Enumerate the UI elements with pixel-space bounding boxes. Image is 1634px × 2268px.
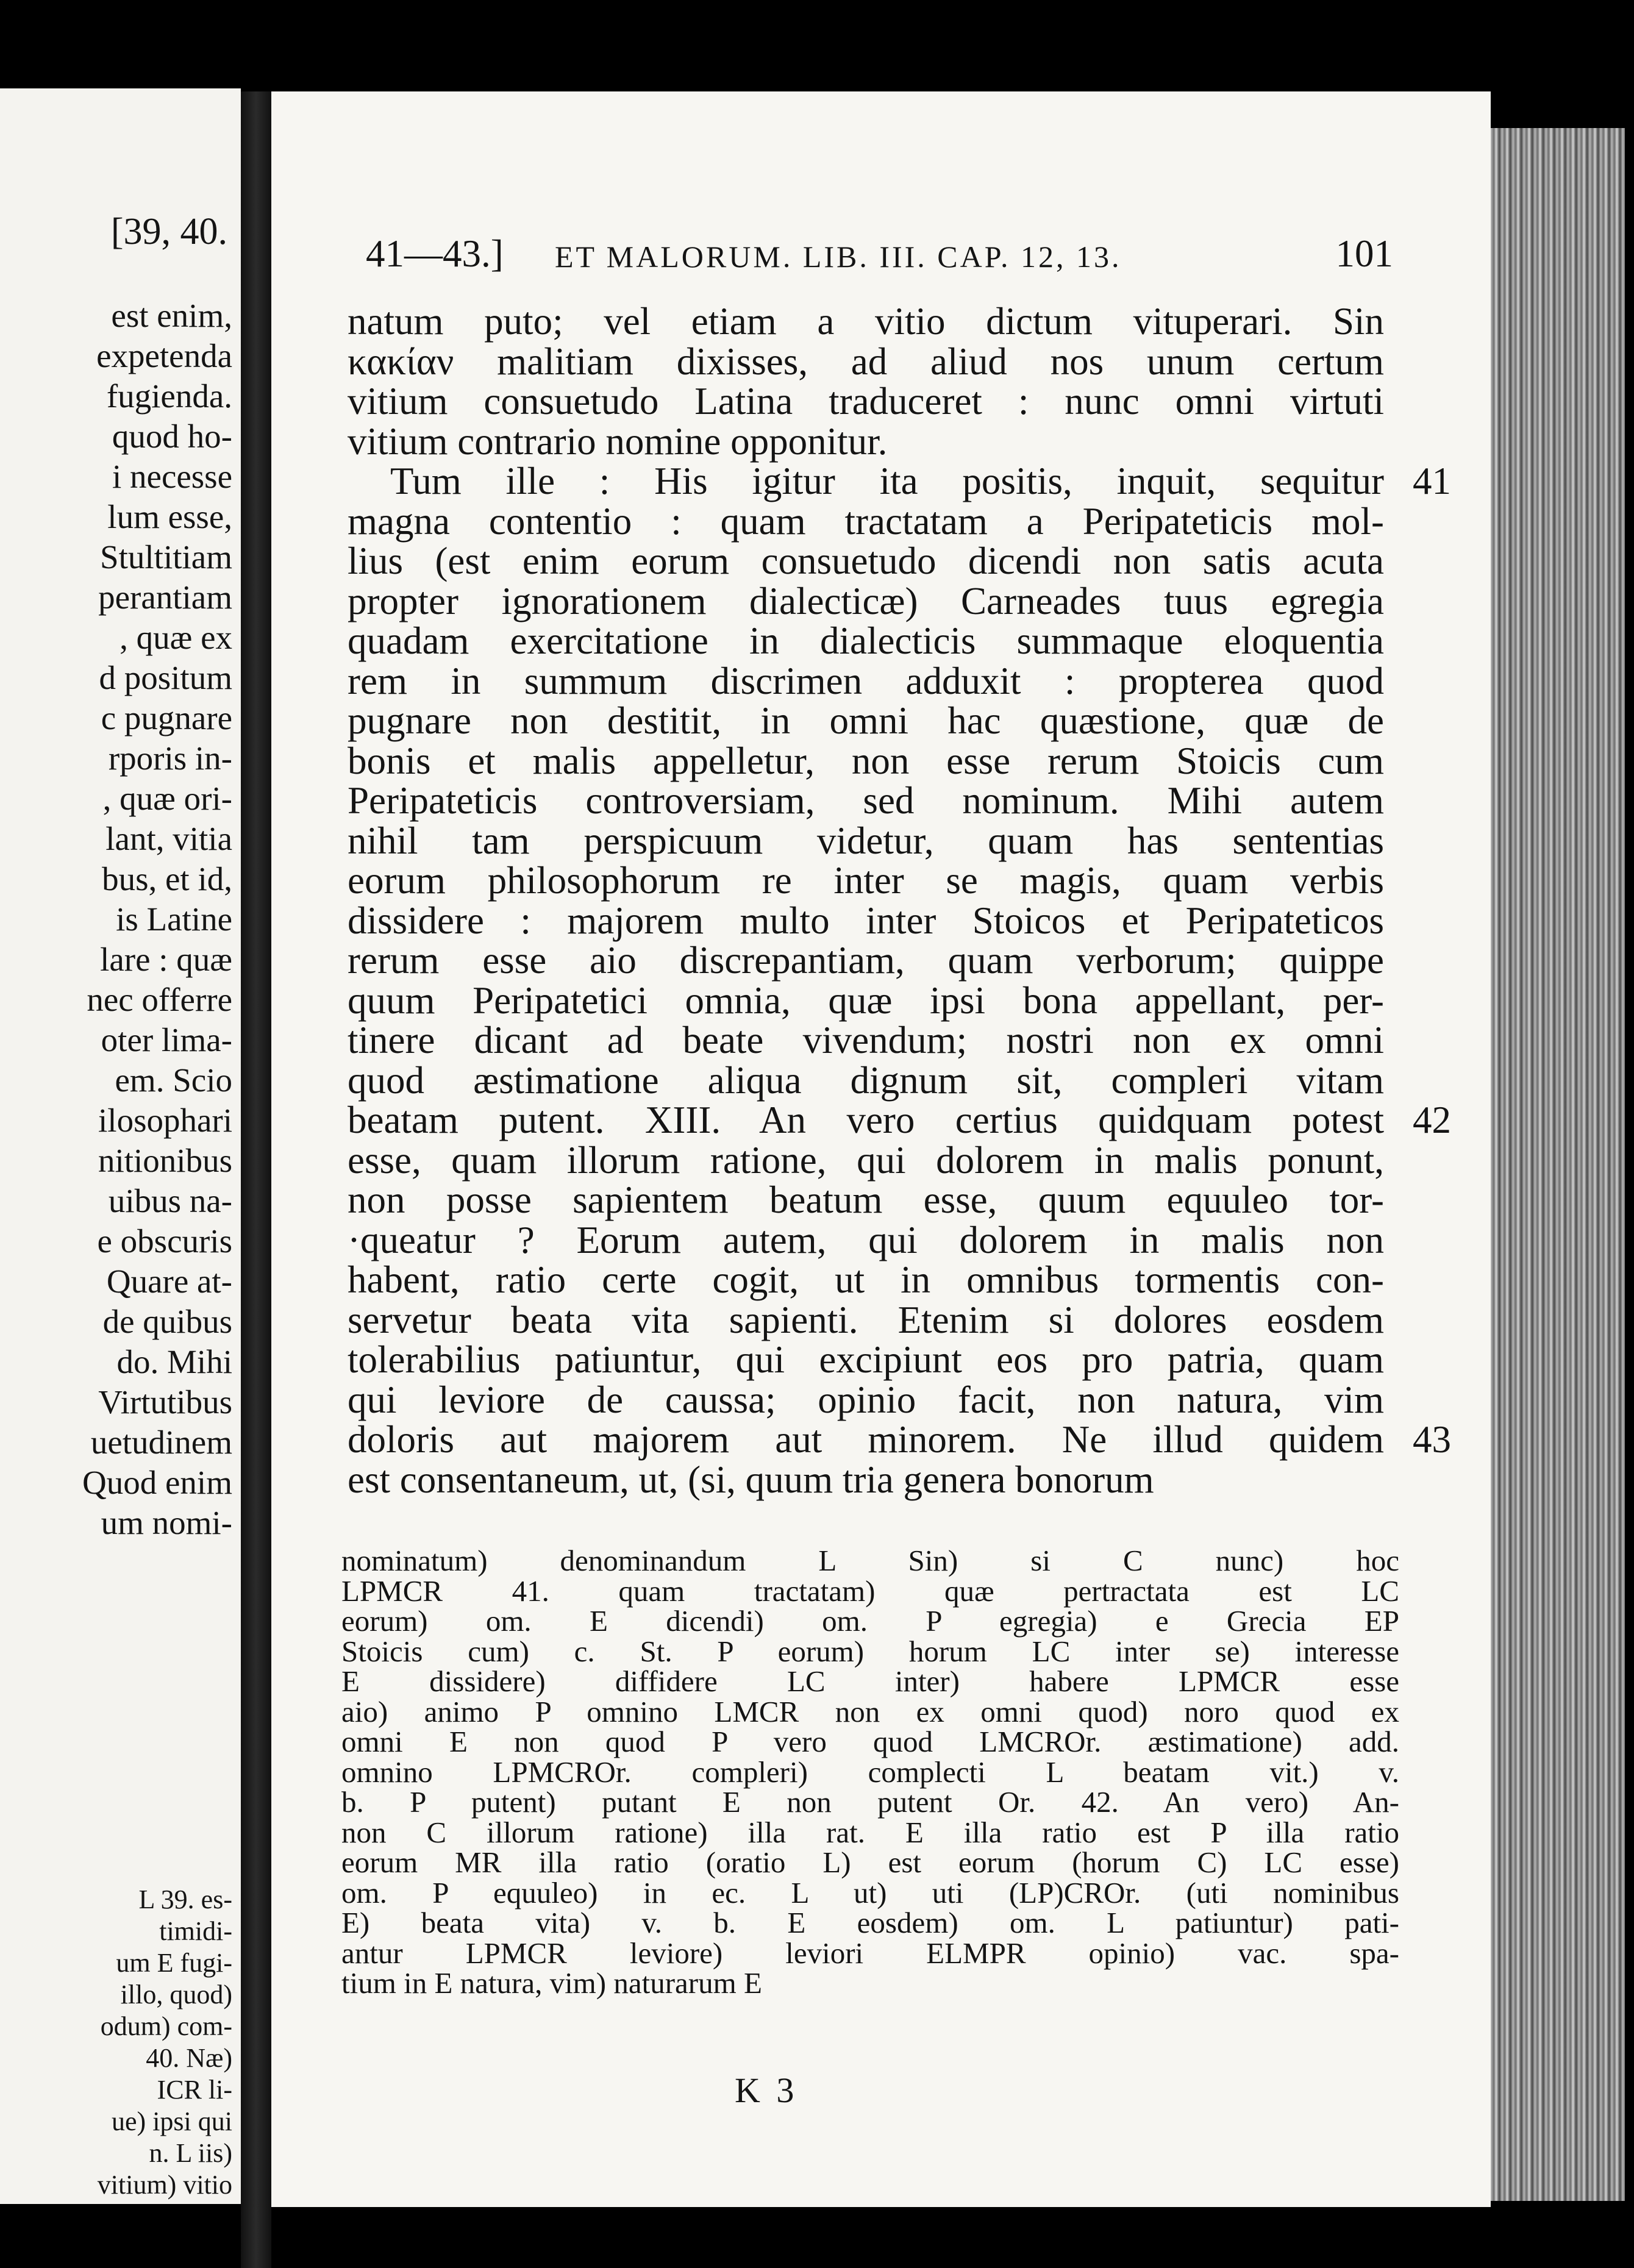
line-text: bonis et malis appelletur, non esse rerum Stoicis cum xyxy=(348,739,1384,782)
text-line xyxy=(348,382,1384,422)
note-line: timidi- xyxy=(159,1916,232,1946)
note-line: E dissidere) diffidere LC inter) habere LPMCR esse xyxy=(341,1664,1399,1698)
running-head xyxy=(366,232,1393,280)
line-text: vitium consuetudo Latina traduceret : nunc omni virtuti xyxy=(348,380,1384,423)
text-line xyxy=(348,981,1384,1021)
text-line xyxy=(348,579,1384,622)
text-line: i necesse xyxy=(112,458,232,495)
note-line: vitium) vitio xyxy=(97,2170,232,2200)
line-text: natum puto; vel etiam a vitio dictum vituperari. Sin xyxy=(348,300,1384,343)
note-line: ue) ipsi qui xyxy=(112,2106,232,2136)
line-text: est consentaneum, ut, (si, quum tria genera bonorum xyxy=(348,1458,1154,1501)
text-line: d positum xyxy=(99,659,232,696)
text-line: do. Mihi xyxy=(116,1343,232,1380)
text-line: oter lima- xyxy=(101,1021,232,1058)
line-text: qui leviore de caussa; opinio facit, non natura, vim xyxy=(348,1378,1384,1421)
line-text: dissidere : majorem multo inter Stoicos et Peripateticos xyxy=(348,899,1384,942)
section-number: 41 xyxy=(1413,460,1451,502)
text-line: is Latine xyxy=(116,900,232,938)
text-line xyxy=(348,781,1384,821)
note-line: LPMCR 41. quam tractatam) quæ pertractata est LC xyxy=(341,1574,1399,1608)
text-line: Quod enim xyxy=(82,1464,232,1501)
text-line xyxy=(348,1218,1384,1261)
line-text: vitium contrario nomine opponitur. xyxy=(348,419,888,463)
note-line: eorum MR illa ratio (oratio L) est eorum (horum C) LC esse) xyxy=(341,1845,1399,1879)
note-line: b. P putent) putant E non putent Or. 42. An vero) An- xyxy=(341,1785,1399,1819)
text-line xyxy=(348,1260,1384,1300)
note-line: omnino LPMCROr. compleri) complecti L beatam vit.) v. xyxy=(341,1755,1399,1789)
text-line: uetudinem xyxy=(90,1424,232,1461)
line-text: rerum esse aio discrepantiam, quam verborum; quippe xyxy=(348,939,1384,982)
signature-mark: K 3 xyxy=(735,2070,798,2110)
text-line: uibus na- xyxy=(108,1182,232,1219)
line-text: rem in summum discrimen adduxit : propterea quod xyxy=(348,659,1384,702)
note-line: ICR li- xyxy=(157,2075,232,2105)
text-line: Virtutibus xyxy=(98,1383,232,1421)
previous-page-text xyxy=(82,296,232,1543)
text-line xyxy=(348,701,1384,741)
text-line: de quibus xyxy=(102,1303,232,1340)
text-line xyxy=(348,499,1384,543)
text-line: expetenda xyxy=(96,337,232,374)
line-text: magna contentio : quam tractatam a Peripateticis mol- xyxy=(348,499,1384,543)
line-text: beatam putent. XIII. An vero certius quidquam potest xyxy=(348,1099,1384,1141)
text-line xyxy=(348,342,1384,382)
text-line xyxy=(348,661,1384,702)
note-line: aio) animo P omnino LMCR non ex omni quod) noro quod ex xyxy=(341,1694,1399,1728)
line-text: tinere dicant ad beate vivendum; nostri non ex omni xyxy=(348,1019,1384,1061)
text-line xyxy=(348,1340,1384,1380)
text-line: , quæ ex xyxy=(120,619,232,656)
page-number: 101 xyxy=(1335,232,1393,275)
text-line: lant, vitia xyxy=(105,820,232,857)
text-line xyxy=(348,1021,1384,1061)
note-line: E) beata vita) v. b. E eosdem) om. L patiuntur) pati- xyxy=(341,1906,1399,1939)
text-line: ilosophari xyxy=(98,1102,232,1139)
section-number: 43 xyxy=(1413,1418,1451,1461)
text-line xyxy=(348,1300,1384,1341)
text-line xyxy=(348,541,1384,582)
text-line xyxy=(348,901,1384,941)
text-line: fugienda. xyxy=(106,377,232,415)
page-edges xyxy=(1491,128,1625,2201)
line-text: quum Peripatetici omnia, quæ ipsi bona appellant, per- xyxy=(348,979,1384,1022)
text-line: perantiam xyxy=(98,579,232,616)
note-line: um E fugi- xyxy=(116,1948,232,1978)
line-text: propter ignorationem dialecticæ) Carneades tuus egregia xyxy=(348,579,1384,622)
line-text: servetur beata vita sapienti. Etenim si dolores eosdem xyxy=(348,1298,1384,1341)
text-line xyxy=(348,741,1384,782)
note-line: non C illorum ratione) illa rat. E illa ratio est P illa ratio xyxy=(341,1815,1399,1849)
text-line xyxy=(348,460,1451,502)
text-line xyxy=(348,621,1384,661)
text-line xyxy=(348,941,1384,981)
note-line: odum) com- xyxy=(100,2011,232,2041)
line-text: pugnare non destitit, in omni hac quæstione, quæ de xyxy=(348,699,1384,742)
note-line: nominatum) denominandum L Sin) si C nunc) hoc xyxy=(341,1544,1399,1577)
critical-apparatus xyxy=(341,1546,1399,1999)
note-line: illo, quod) xyxy=(120,1980,232,2009)
text-line: , quæ ori- xyxy=(102,780,232,817)
text-line xyxy=(348,1180,1384,1221)
previous-page-notes xyxy=(98,1884,232,2201)
previous-page-header: [39, 40. xyxy=(110,211,227,252)
line-text: Peripateticis controversiam, sed nominum. Mihi autem xyxy=(348,779,1384,822)
note-line: n. L iis) xyxy=(149,2138,232,2168)
main-text xyxy=(348,300,1451,1501)
text-line xyxy=(348,1460,1384,1500)
note-line: antur LPMCR leviore) leviori ELMPR opinio) vac. spa- xyxy=(341,1936,1399,1970)
section-number: 42 xyxy=(1413,1099,1451,1141)
text-line: lare : quæ xyxy=(100,941,232,978)
text-line xyxy=(348,1380,1384,1421)
line-text: esse, quam illorum ratione, qui dolorem in malis ponunt, xyxy=(348,1138,1384,1182)
note-line: om. P equuleo) in ec. L ut) uti (LP)CROr. (uti nominibus xyxy=(341,1875,1399,1910)
text-line xyxy=(348,1099,1451,1141)
running-head-section: 41—43.] xyxy=(366,232,504,275)
line-text: κακίαν malitiam dixisses, ad aliud nos unum certum xyxy=(348,340,1384,383)
text-line: est enim, xyxy=(111,297,232,334)
text-line: nitionibus xyxy=(98,1142,232,1179)
text-line: nec offerre xyxy=(87,981,232,1018)
line-text: quadam exercitatione in dialecticis summaque eloquentia xyxy=(348,619,1384,662)
text-line: um nomi- xyxy=(101,1504,232,1541)
note-line: L 39. es- xyxy=(138,1885,232,1914)
note-line: omni E non quod P vero quod LMCROr. æstimatione) add. xyxy=(341,1725,1399,1758)
text-line: Quare at- xyxy=(106,1263,232,1300)
text-line: rporis in- xyxy=(108,740,232,777)
previous-page xyxy=(0,88,241,2204)
running-head-title: ET MALORUM. LIB. III. CAP. 12, 13. xyxy=(555,240,1122,274)
top-shadow xyxy=(241,0,1634,91)
text-line xyxy=(348,302,1384,342)
line-text: lius (est enim eorum consuetudo dicendi non satis acuta xyxy=(348,540,1384,582)
line-text: Tum ille : His igitur ita positis, inquit, sequitur xyxy=(390,460,1384,502)
text-line xyxy=(348,419,1384,463)
note-line: tium in E natura, vim) naturarum E xyxy=(341,1966,762,2000)
text-line: c pugnare xyxy=(101,699,232,736)
line-text: non posse sapientem beatum esse, quum equuleo tor- xyxy=(348,1179,1384,1221)
text-line xyxy=(348,1418,1451,1461)
line-text: eorum philosophorum re inter se magis, quam verbis xyxy=(348,859,1384,902)
text-line: em. Scio xyxy=(115,1061,232,1099)
note-line: 40. Næ) xyxy=(146,2043,232,2073)
text-line: lum esse, xyxy=(107,498,232,535)
note-line: Stoicis cum) c. St. P eorum) horum LC inter se) interesse xyxy=(341,1634,1399,1668)
text-line xyxy=(348,821,1384,861)
note-line: eorum) om. E dicendi) om. P egregia) e Grecia EP xyxy=(341,1604,1399,1638)
line-text: quod æstimatione aliqua dignum sit, compleri vitam xyxy=(348,1058,1384,1102)
line-text: nihil tam perspicuum videtur, quam has sententias xyxy=(348,819,1384,862)
line-text: habent, ratio certe cogit, ut in omnibus tormentis con- xyxy=(348,1258,1384,1301)
text-line: quod ho- xyxy=(112,418,232,455)
text-line xyxy=(348,1058,1384,1102)
text-line: bus, et id, xyxy=(102,860,232,897)
text-line xyxy=(348,1138,1384,1182)
text-line: e obscuris xyxy=(97,1222,232,1260)
text-line: Stultitiam xyxy=(100,538,232,576)
line-text: ·queatur ? Eorum autem, qui dolorem in malis non xyxy=(348,1218,1384,1261)
line-text: doloris aut majorem aut minorem. Ne illud quidem xyxy=(348,1418,1384,1461)
line-text: tolerabilius patiuntur, qui excipiunt eos pro patria, quam xyxy=(348,1338,1384,1381)
text-line xyxy=(348,861,1384,901)
book-page xyxy=(271,91,1491,2207)
book-gutter xyxy=(241,0,271,2268)
